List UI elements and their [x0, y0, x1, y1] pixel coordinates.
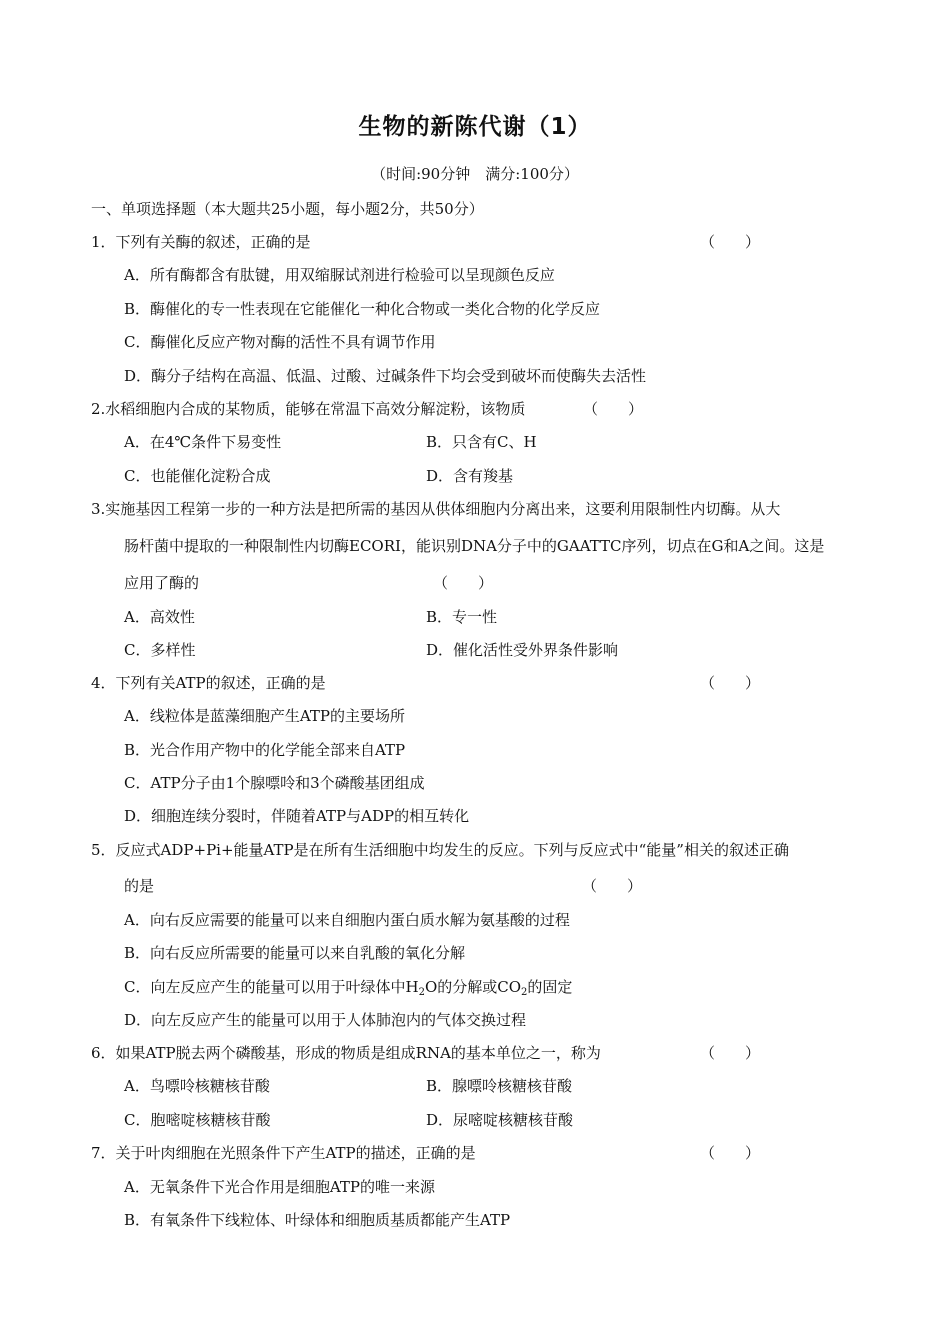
question-1-option-b: B．酶催化的专一性表现在它能催化一种化合物或一类化合物的化学反应 [124, 300, 601, 318]
question-7-stem: 7．关于叶肉细胞在光照条件下产生ATP的描述，正确的是 [91, 1144, 476, 1162]
question-4-option-a: A．线粒体是蓝藻细胞产生ATP的主要场所 [124, 707, 405, 725]
question-2-option-d: D．含有羧基 [426, 467, 514, 485]
option-c-part1: C．向左反应产生的能量可以用于叶绿体中H [124, 978, 419, 996]
question-7-option-b: B．有氧条件下线粒体、叶绿体和细胞质基质都能产生ATP [124, 1211, 511, 1229]
question-1-option-d: D．酶分子结构在高温、低温、过酸、过碱条件下均会受到破坏而使酶失去活性 [124, 367, 647, 385]
question-6-stem: 6．如果ATP脱去两个磷酸基，形成的物质是组成RNA的基本单位之一，称为 [91, 1044, 601, 1062]
question-2-option-a: A．在4℃条件下易变性 [124, 433, 282, 451]
question-4-stem: 4．下列有关ATP的叙述，正确的是 [91, 674, 326, 692]
option-c-part3: 的固定 [527, 978, 573, 996]
option-c-part2: O的分解或CO [424, 978, 522, 996]
question-3-option-c: C．多样性 [124, 641, 196, 659]
page-title: 生物的新陈代谢（1） [358, 114, 592, 140]
question-5-option-c [124, 977, 572, 1003]
subscript-2b: 2 [521, 987, 528, 998]
answer-blank-1: （ ） [700, 233, 761, 251]
question-3-stem: 3.实施基因工程第一步的一种方法是把所需的基因从供体细胞内分离出来，这要利用限制性内切酶。从大 [91, 500, 781, 518]
question-5-stem: 5．反应式ADP+Pi+能量ATP是在所有生活细胞中均发生的反应。下列与反应式中“能量”相关的叙述正确 [91, 841, 789, 859]
question-4-option-d: D．细胞连续分裂时，伴随着ATP与ADP的相互转化 [124, 807, 470, 825]
question-3-option-a: A．高效性 [124, 608, 195, 626]
question-4-option-c: C．ATP分子由1个腺嘌呤和3个磷酸基团组成 [124, 774, 425, 792]
question-6-option-a: A．鸟嘌呤核糖核苷酸 [124, 1077, 270, 1095]
question-6-option-c: C．胞嘧啶核糖核苷酸 [124, 1111, 271, 1129]
question-6-option-b: B．腺嘌呤核糖核苷酸 [426, 1077, 573, 1095]
question-4-option-b: B．光合作用产物中的化学能全部来自ATP [124, 741, 406, 759]
answer-blank-6: （ ） [700, 1044, 761, 1062]
question-5-option-b: B．向右反应所需要的能量可以来自乳酸的氧化分解 [124, 944, 466, 962]
question-5-option-d: D．向左反应产生的能量可以用于人体肺泡内的气体交换过程 [124, 1011, 527, 1029]
question-5-stem-line2: 的是 [124, 877, 155, 895]
question-3-option-b: B．专一性 [426, 608, 498, 626]
subscript-2: 2 [418, 987, 425, 998]
answer-blank-5: （ ） [582, 877, 643, 895]
question-2-stem: 2.水稻细胞内合成的某物质，能够在常温下高效分解淀粉，该物质 [91, 400, 526, 418]
question-1-option-a: A．所有酶都含有肽键，用双缩脲试剂进行检验可以呈现颜色反应 [124, 266, 555, 284]
question-2-option-b: B．只含有C、H [426, 433, 537, 451]
question-1-option-c: C．酶催化反应产物对酶的活性不具有调节作用 [124, 333, 436, 351]
answer-blank-4: （ ） [700, 674, 761, 692]
question-3-stem-line2: 肠杆菌中提取的一种限制性内切酶ECORI，能识别DNA分子中的GAATTC序列，切点在G和A之间。这是 [124, 537, 825, 555]
question-1-stem: 1．下列有关酶的叙述，正确的是 [91, 233, 311, 251]
question-3-option-d: D．催化活性受外界条件影响 [426, 641, 619, 659]
question-2-option-c: C．也能催化淀粉合成 [124, 467, 271, 485]
exam-time-info: （时间:90分钟 满分:100分） [371, 165, 579, 183]
answer-blank-3: （ ） [433, 574, 494, 592]
question-5-option-a: A．向右反应需要的能量可以来自细胞内蛋白质水解为氨基酸的过程 [124, 911, 570, 929]
answer-blank-2: （ ） [583, 400, 644, 418]
question-3-stem-line3: 应用了酶的 [124, 574, 200, 592]
answer-blank-7: （ ） [700, 1144, 761, 1162]
question-6-option-d: D．尿嘧啶核糖核苷酸 [426, 1111, 574, 1129]
section-heading: 一、单项选择题（本大题共25小题，每小题2分，共50分） [91, 200, 484, 218]
question-7-option-a: A．无氧条件下光合作用是细胞ATP的唯一来源 [124, 1178, 435, 1196]
